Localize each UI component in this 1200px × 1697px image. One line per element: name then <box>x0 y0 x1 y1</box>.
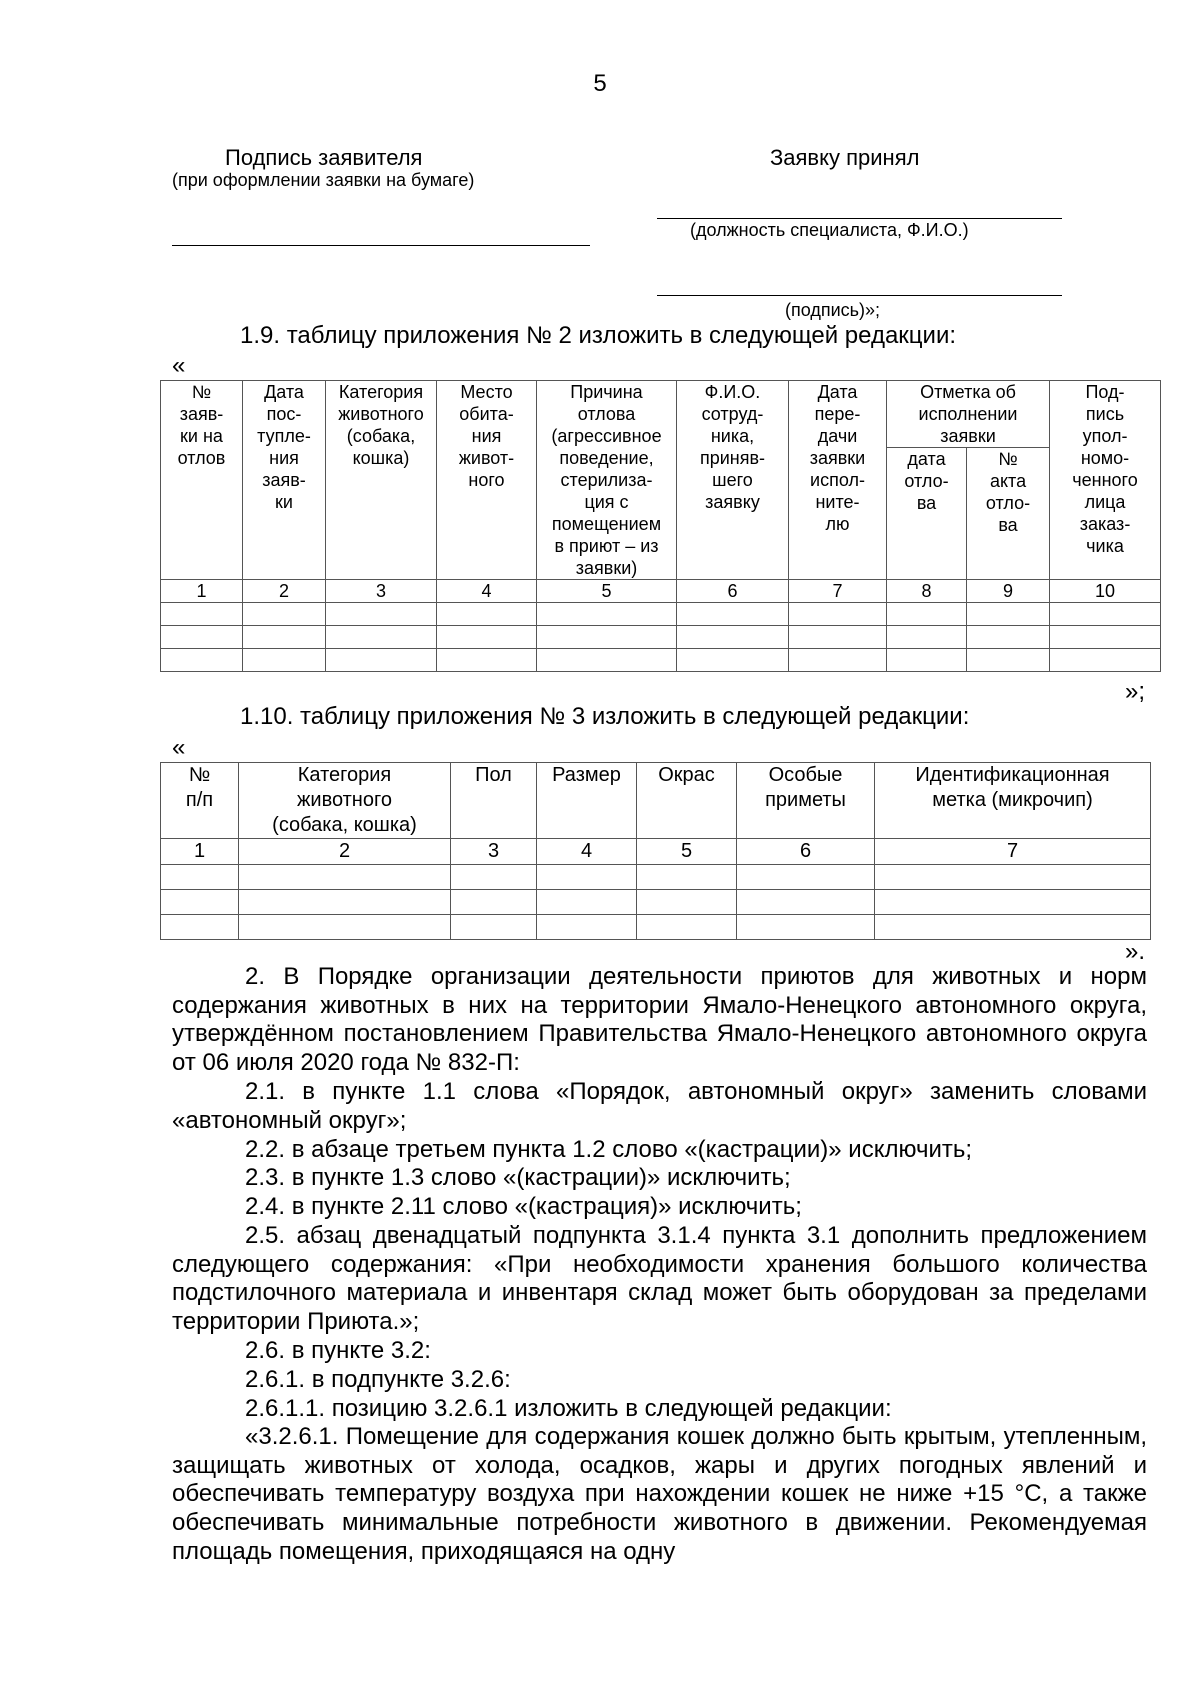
section-1-10-open-quote: « <box>172 734 186 761</box>
column-number: 8 <box>887 580 967 603</box>
column-number: 1 <box>161 839 239 865</box>
empty-row <box>161 890 1151 915</box>
header-capture-date: дата отло- ва <box>904 449 949 513</box>
position-line <box>657 218 1062 219</box>
sign-line <box>657 295 1062 296</box>
header-cell <box>161 381 243 580</box>
column-number: 6 <box>737 839 875 865</box>
accepted-title: Заявку принял <box>770 145 920 170</box>
section-1-9-open-quote: « <box>172 352 186 379</box>
empty-row <box>161 865 1151 890</box>
empty-row <box>161 915 1151 940</box>
header-receipt-date: Дата пос- тупле- ния заяв- ки <box>257 382 311 512</box>
sign-note: (подпись)»; <box>785 300 881 320</box>
applicant-signature-title: Подпись заявителя <box>225 145 423 170</box>
header-cell <box>451 763 537 839</box>
header-cell <box>239 763 451 839</box>
column-number: 2 <box>243 580 326 603</box>
header-cell <box>537 763 637 839</box>
header-size: Размер <box>552 764 621 786</box>
header-employee-name: Ф.И.О. сотруд- ника, приняв- шего заявку <box>699 382 766 512</box>
column-number: 9 <box>967 580 1050 603</box>
paragraph-2-6-1-1: 2.6.1.1. позицию 3.2.6.1 изложить в следующей редакции: <box>245 1395 892 1422</box>
paragraph-3-2-6-1: «3.2.6.1. Помещение для содержания кошек должно быть крытым, утепленным, защищать животных от холода, осадков, жары и других погодных явлений и обеспечивать температуру воздуха при нахождении кошек не ниже +15 °С, а также обеспечивать минимальные потребности животного в движении. Рекомендуемая площадь помещения, приходящаяся на одну <box>172 1423 1147 1565</box>
column-number: 3 <box>326 580 437 603</box>
header-capture-act-number: № акта отло- ва <box>985 449 1031 535</box>
paragraph-2-2: 2.2. в абзаце третьем пункта 1.2 слово «(кастрации)» исключить; <box>245 1136 973 1163</box>
appendix-2-table <box>160 380 1161 672</box>
header-cell <box>677 381 789 580</box>
paragraph-2: 2. В Порядке организации деятельности приютов для животных и норм содержания животных в них на территории Ямало-Ненецкого автономного округа, утверждённом постановлением Правительства Ямало-Ненецкого автономного округа от 06 июля 2020 года № 832-П: <box>172 963 1147 1077</box>
section-1-10-close-quote: ». <box>1125 938 1146 965</box>
header-cell <box>437 381 537 580</box>
paragraph-2-6: 2.6. в пункте 3.2: <box>245 1337 431 1364</box>
header-cell <box>537 381 677 580</box>
empty-row <box>161 603 1161 626</box>
applicant-signature-note: (при оформлении заявки на бумаге) <box>172 170 475 190</box>
column-number: 4 <box>437 580 537 603</box>
section-1-9-close-quote: »; <box>1125 678 1146 705</box>
header-id-tag: Идентификационная метка (микрочип) <box>915 764 1110 811</box>
paragraph-2-4: 2.4. в пункте 2.11 слово «(кастрация)» исключить; <box>245 1193 802 1220</box>
column-number: 4 <box>537 839 637 865</box>
header-special-marks: Особые приметы <box>765 764 846 811</box>
page-number: 5 <box>593 70 607 97</box>
column-number: 5 <box>537 580 677 603</box>
column-number-row <box>161 580 1161 603</box>
column-number: 1 <box>161 580 243 603</box>
empty-row <box>161 649 1161 672</box>
header-sex: Пол <box>475 764 512 786</box>
position-note: (должность специалиста, Ф.И.О.) <box>690 220 969 240</box>
appendix-3-table <box>160 762 1151 940</box>
header-cell <box>737 763 875 839</box>
header-execution-mark: Отметка об исполнении заявки <box>918 382 1018 446</box>
section-1-10-heading: 1.10. таблицу приложения № 3 изложить в следующей редакции: <box>240 703 970 730</box>
header-application-number: № заяв- ки на отлов <box>177 382 226 468</box>
column-number: 5 <box>637 839 737 865</box>
header-cell <box>161 763 239 839</box>
header-cell <box>637 763 737 839</box>
header-animal-category: Категория животного (собака, кошка) <box>272 764 417 836</box>
column-number: 7 <box>875 839 1151 865</box>
applicant-signature-line <box>172 245 590 246</box>
header-transfer-date: Дата пере- дачи заявки испол- ните- лю <box>809 382 866 534</box>
header-cell <box>1050 381 1161 580</box>
header-cell <box>875 763 1151 839</box>
header-color: Окрас <box>658 764 715 786</box>
header-customer-signature: Под- пись упол- номо- ченного лица заказ- чика <box>1072 382 1138 556</box>
header-animal-category: Категория животного (собака, кошка) <box>338 382 424 468</box>
header-capture-reason: Причина отлова (агрессивное поведение, стерилиза- ция с помещением в приют – из заявки) <box>551 382 662 578</box>
header-cell <box>326 381 437 580</box>
section-1-9-heading: 1.9. таблицу приложения № 2 изложить в следующей редакции: <box>240 322 957 349</box>
header-cell <box>789 381 887 580</box>
column-number-row <box>161 839 1151 865</box>
paragraph-2-1: 2.1. в пункте 1.1 слова «Порядок, автономный округ» заменить словами «автономный округ»; <box>172 1078 1147 1134</box>
column-number: 3 <box>451 839 537 865</box>
column-number: 6 <box>677 580 789 603</box>
column-number: 7 <box>789 580 887 603</box>
paragraph-2-5: 2.5. абзац двенадцатый подпункта 3.1.4 пункта 3.1 дополнить предложением следующего содержания: «При необходимости хранения большого количества подстилочного материала и инвентаря склад может быть оборудован за пределами территории Приюта.»; <box>172 1222 1147 1336</box>
header-cell <box>243 381 326 580</box>
empty-row <box>161 626 1161 649</box>
header-cell <box>887 381 1050 448</box>
column-number: 10 <box>1050 580 1161 603</box>
header-cell <box>967 448 1050 580</box>
paragraph-2-6-1: 2.6.1. в подпункте 3.2.6: <box>245 1366 511 1393</box>
header-row-number: № п/п <box>185 764 214 811</box>
header-habitat: Место обита- ния живот- ного <box>458 382 515 490</box>
column-number: 2 <box>239 839 451 865</box>
paragraph-2-3: 2.3. в пункте 1.3 слово «(кастрации)» исключить; <box>245 1164 791 1191</box>
header-cell <box>887 448 967 580</box>
